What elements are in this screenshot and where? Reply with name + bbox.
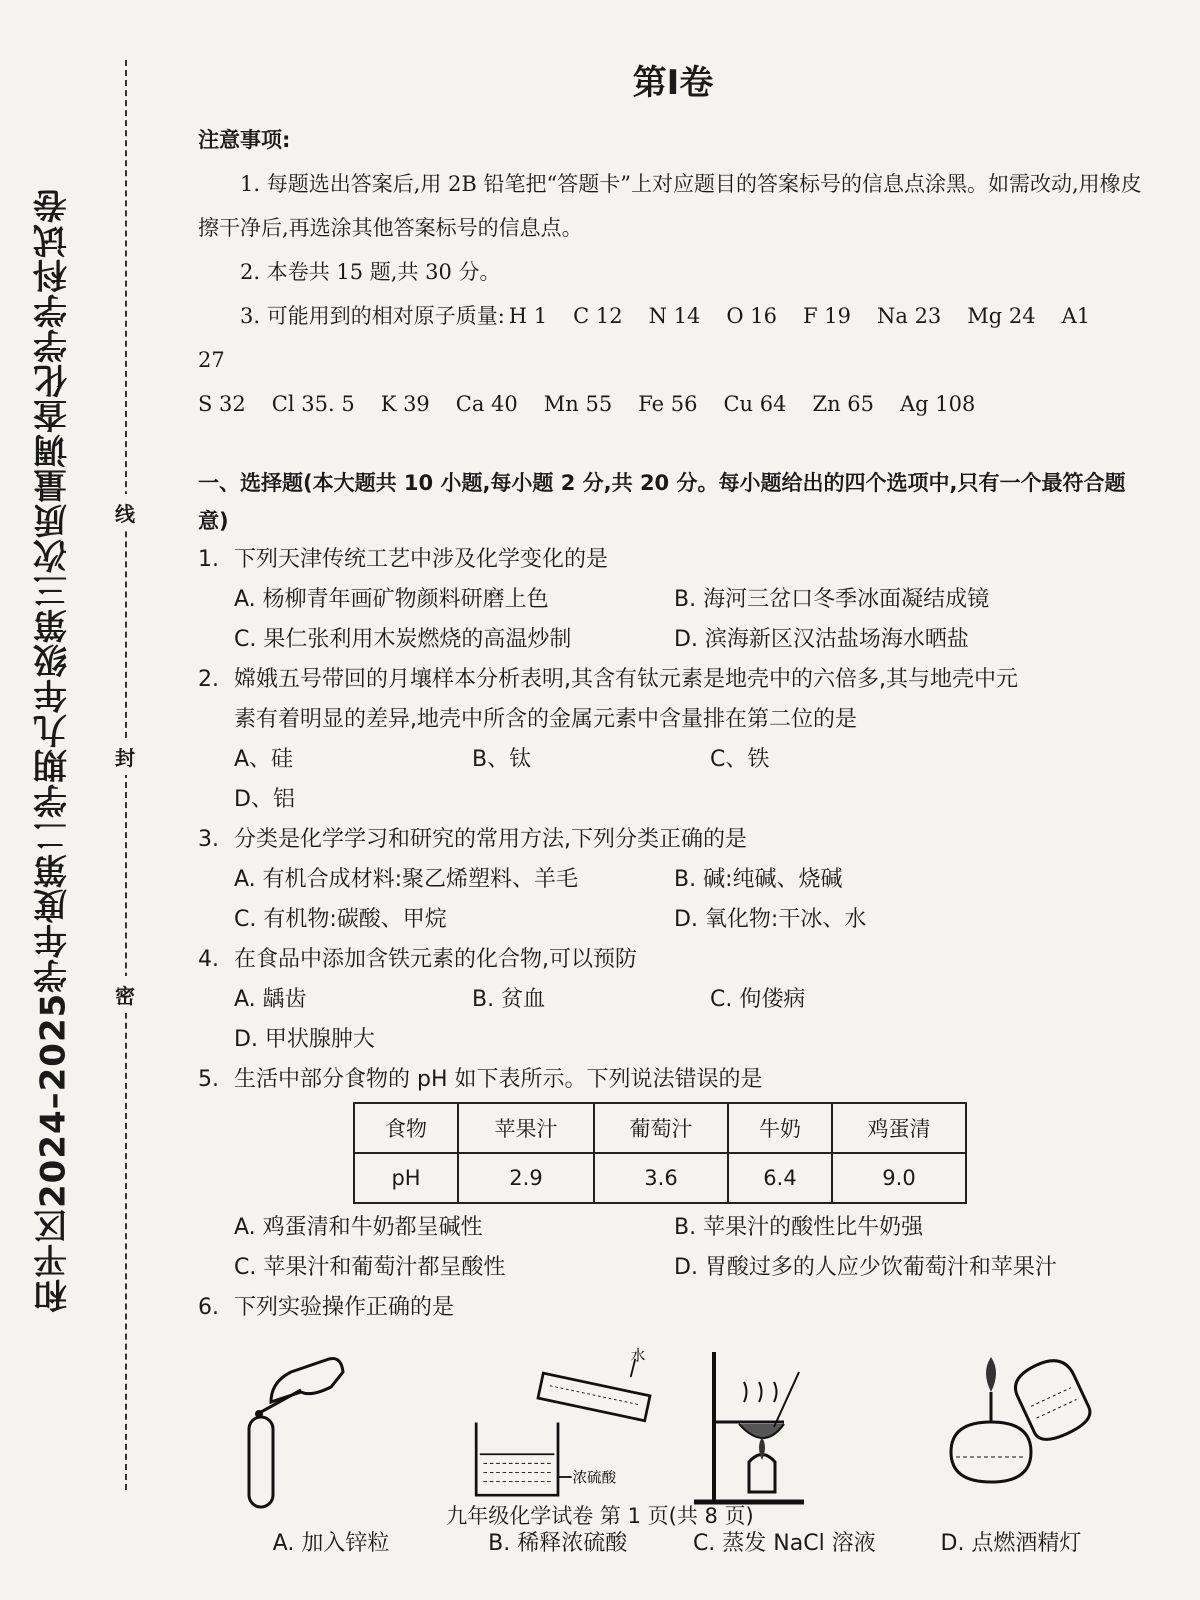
table-cell: 食物 <box>354 1103 458 1153</box>
volume-title: 第I卷 <box>632 63 714 103</box>
note-item-3-cont <box>198 382 1148 426</box>
option-d: D. 甲状腺肿大 <box>234 1027 375 1052</box>
question-2-cont: 素有着明显的差异,地壳中所含的金属元素中含量排在第二位的是 <box>234 707 857 732</box>
page-footer: 九年级化学试卷 第 1 页(共 8 页) <box>446 1504 754 1528</box>
atomic-mass: Cl 35. 5 <box>271 392 355 416</box>
question-2-options <box>198 740 1148 820</box>
question-number: 5. <box>198 1067 219 1092</box>
atomic-mass: K 39 <box>380 392 430 416</box>
test-tube-zinc-figure <box>231 1342 431 1512</box>
atomic-mass: Zn 65 <box>812 392 874 416</box>
option-b: B. 碱:纯碱、烧碱 <box>674 867 843 892</box>
acid-label: 浓硫酸 <box>572 1470 616 1487</box>
atomic-mass: C 12 <box>573 304 623 328</box>
question-number: 1. <box>198 547 219 572</box>
section-heading: 一、选择题(本大题共 10 小题,每小题 2 分,共 20 分。每小题给出的四个选项中,只有一个最符合题意) <box>198 471 1126 533</box>
figure-b-caption: B. 稀释浓硫酸 <box>488 1531 628 1556</box>
note-item-3 <box>198 294 1148 382</box>
question-5 <box>198 1060 1148 1100</box>
atomic-mass: N 14 <box>648 304 701 328</box>
water-label: 水 <box>630 1348 645 1365</box>
option-d: D、铝 <box>234 787 295 812</box>
atomic-mass: Cu 64 <box>723 392 787 416</box>
table-cell: 6.4 <box>728 1153 832 1203</box>
question-number: 2. <box>198 667 219 692</box>
option-b: B. 贫血 <box>472 987 546 1012</box>
atomic-mass: S 32 <box>198 392 246 416</box>
atomic-mass: Mn 55 <box>543 392 613 416</box>
question-6 <box>198 1288 1148 1328</box>
seal-char-secret: 密 <box>112 976 138 1013</box>
table-row <box>354 1103 966 1153</box>
question-text: 嫦娥五号带回的月壤样本分析表明,其含有钛元素是地壳中的六倍多,其与地壳中元 <box>234 667 1018 692</box>
option-c: C. 苹果汁和葡萄汁都呈酸性 <box>234 1255 506 1280</box>
question-number: 6. <box>198 1295 219 1320</box>
option-a: A. 杨柳青年画矿物颜料研磨上色 <box>234 587 549 612</box>
evaporation-figure <box>684 1342 884 1512</box>
table-row <box>354 1153 966 1203</box>
question-text: 生活中部分食物的 pH 如下表所示。下列说法错误的是 <box>234 1067 763 1092</box>
page-content <box>198 55 1148 1557</box>
question-text: 下列实验操作正确的是 <box>234 1295 455 1320</box>
option-b: B. 苹果汁的酸性比牛奶强 <box>674 1215 924 1240</box>
atomic-mass: A1 27 <box>198 304 1091 372</box>
note-item-1: 1. 每题选出答案后,用 2B 铅笔把“答题卡”上对应题目的答案标号的信息点涂黑。如需改动,用橡皮擦干净后,再选涂其他答案标号的信息点。 <box>198 172 1142 240</box>
atomic-mass: F 19 <box>803 304 851 328</box>
atomic-mass: Ca 40 <box>455 392 518 416</box>
atomic-mass: H 1 <box>508 304 548 328</box>
sidebar-title: 和平区2024–2025学年度第二学期九年级第三次质量调查化学学科试卷 <box>33 187 74 1313</box>
option-a: A. 有机合成材料:聚乙烯塑料、羊毛 <box>234 867 579 892</box>
question-text: 在食品中添加含铁元素的化合物,可以预防 <box>234 947 637 972</box>
alcohol-lamp-figure <box>911 1342 1111 1512</box>
question-4-options <box>198 980 1148 1060</box>
table-cell: 苹果汁 <box>458 1103 594 1153</box>
dilute-acid-figure <box>458 1342 658 1512</box>
atomic-mass: Fe 56 <box>638 392 698 416</box>
notes-heading: 注意事项: <box>198 128 291 152</box>
option-d: D. 胃酸过多的人应少饮葡萄汁和苹果汁 <box>674 1255 1057 1280</box>
binding-line <box>125 60 127 1490</box>
ph-table <box>353 1102 967 1204</box>
note-item-3-label: 3. 可能用到的相对原子质量: <box>240 304 505 328</box>
question-number: 3. <box>198 827 219 852</box>
option-c: C. 有机物:碳酸、甲烷 <box>234 907 447 932</box>
option-a: A、硅 <box>234 747 294 772</box>
question-number: 4. <box>198 947 219 972</box>
option-b: B. 海河三岔口冬季冰面凝结成镜 <box>674 587 990 612</box>
question-3 <box>198 820 1148 860</box>
table-cell: 葡萄汁 <box>594 1103 728 1153</box>
atomic-mass: Mg 24 <box>967 304 1036 328</box>
table-cell: 2.9 <box>458 1153 594 1203</box>
table-cell: 3.6 <box>594 1153 728 1203</box>
question-1 <box>198 540 1148 580</box>
question-3-options <box>198 860 1148 940</box>
atomic-mass: Na 23 <box>877 304 942 328</box>
option-a: A. 鸡蛋清和牛奶都呈碱性 <box>234 1215 483 1240</box>
figure-a-caption: A. 加入锌粒 <box>272 1531 390 1556</box>
seal-char-line: 线 <box>112 494 138 531</box>
question-5-options <box>198 1208 1148 1288</box>
option-d: D. 氧化物:干冰、水 <box>674 907 867 932</box>
table-cell: 牛奶 <box>728 1103 832 1153</box>
atomic-mass: Ag 108 <box>900 392 976 416</box>
option-d: D. 滨海新区汉沽盐场海水晒盐 <box>674 627 969 652</box>
option-a: A. 龋齿 <box>234 987 307 1012</box>
table-cell: 鸡蛋清 <box>832 1103 966 1153</box>
option-c: C、铁 <box>710 747 770 772</box>
figure-d-caption: D. 点燃酒精灯 <box>940 1531 1082 1556</box>
atomic-mass: O 16 <box>726 304 778 328</box>
table-cell: 9.0 <box>832 1153 966 1203</box>
option-b: B、钛 <box>472 747 532 772</box>
option-c: C. 佝偻病 <box>710 987 806 1012</box>
seal-char-seal: 封 <box>112 738 138 775</box>
option-c: C. 果仁张利用木炭燃烧的高温炒制 <box>234 627 572 652</box>
question-text: 下列天津传统工艺中涉及化学变化的是 <box>234 547 609 572</box>
note-item-2: 2. 本卷共 15 题,共 30 分。 <box>240 260 501 284</box>
table-cell: pH <box>354 1153 458 1203</box>
question-1-options <box>198 580 1148 660</box>
question-4 <box>198 940 1148 980</box>
question-2 <box>198 660 1148 700</box>
figure-c-caption: C. 蒸发 NaCl 溶液 <box>692 1531 876 1556</box>
question-text: 分类是化学学习和研究的常用方法,下列分类正确的是 <box>234 827 747 852</box>
